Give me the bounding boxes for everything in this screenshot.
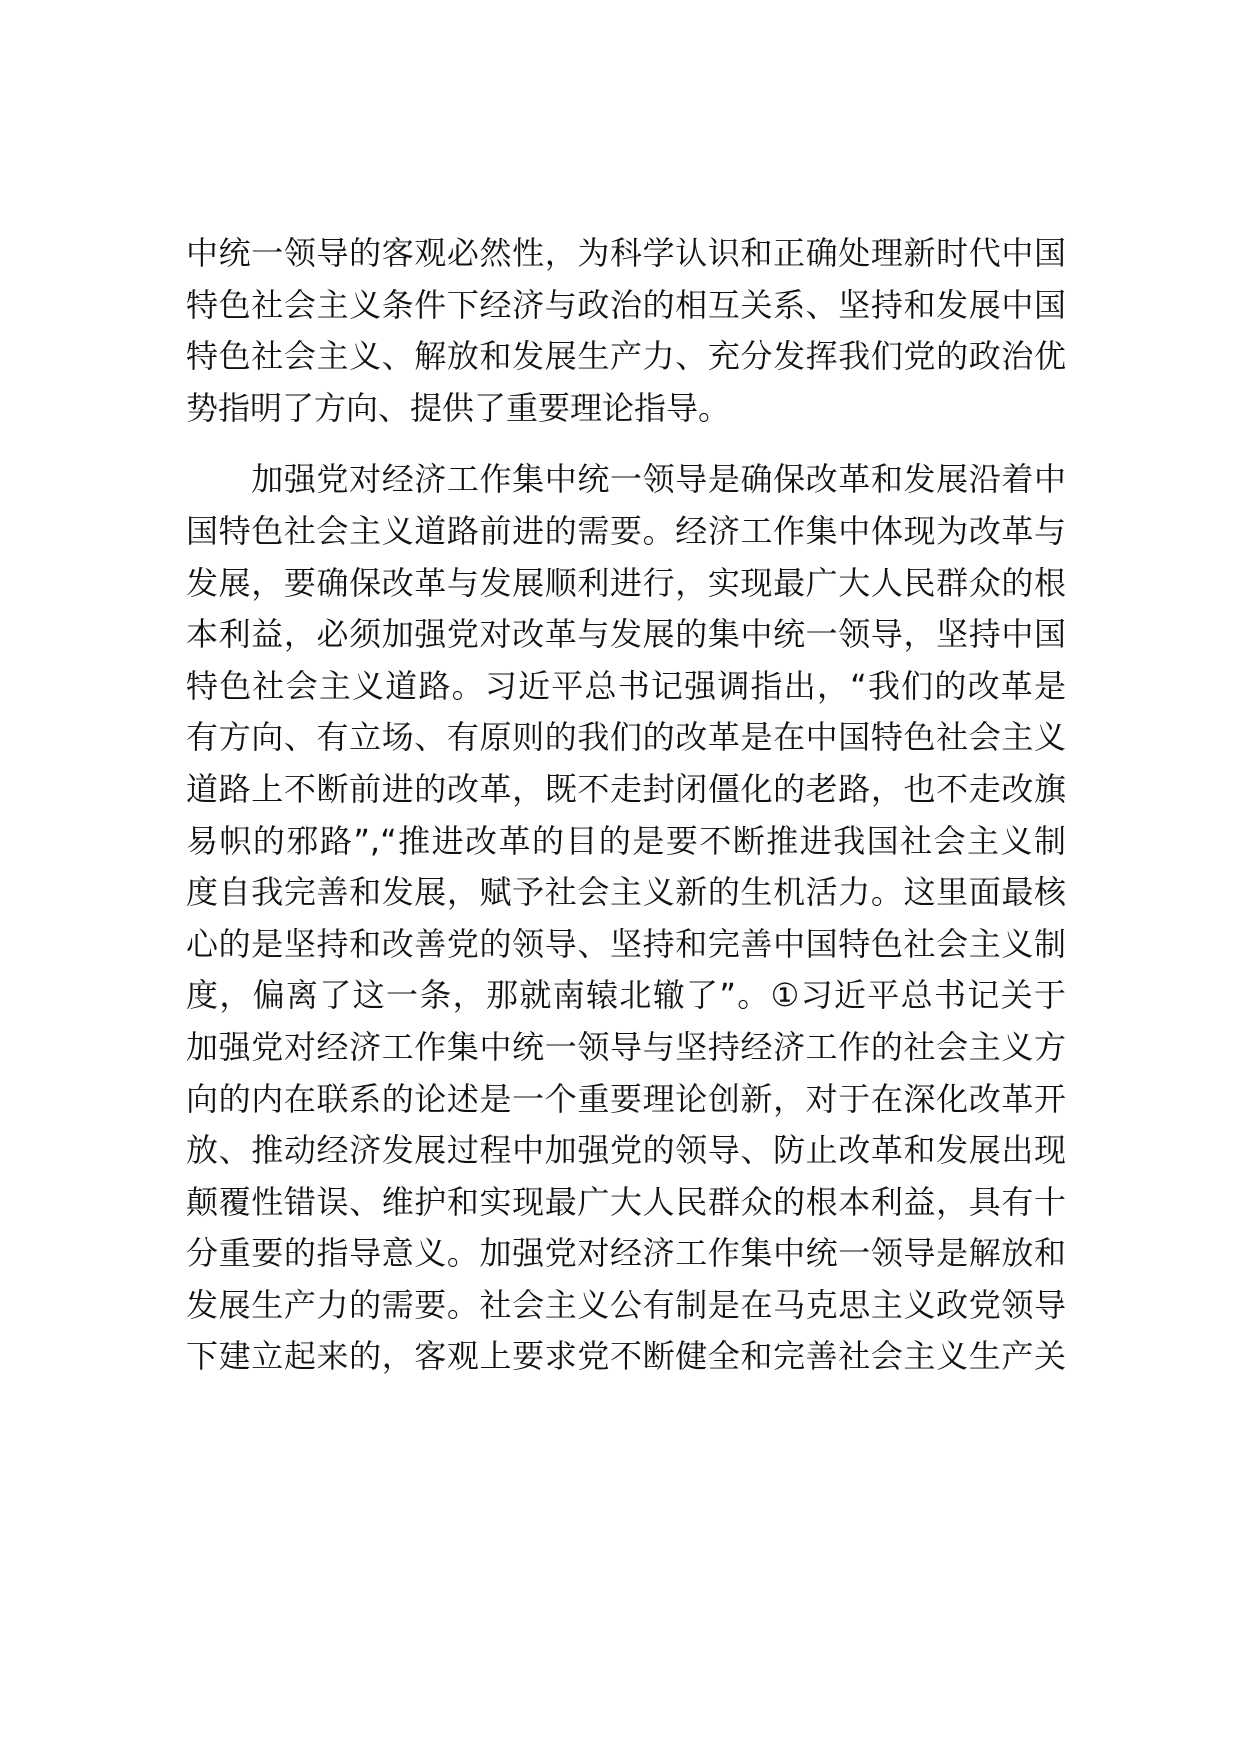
text-line: 国特色社会主义道路前进的需要。经济工作集中体现为改革与 bbox=[186, 511, 1066, 550]
text-line: 发展，要确保改革与发展顺利进行，实现最广大人民群众的根 bbox=[186, 563, 1066, 602]
text-line: 度自我完善和发展，赋予社会主义新的生机活力。这里面最核 bbox=[186, 873, 1066, 912]
paragraph-gap bbox=[186, 434, 1066, 454]
text-line: 加强党对经济工作集中统一领导与坚持经济工作的社会主义方 bbox=[186, 1027, 1066, 1066]
text-line: 加强党对经济工作集中统一领导是确保改革和发展沿着中 bbox=[186, 460, 1066, 499]
text-line: 放、推动经济发展过程中加强党的领导、防止改革和发展出现 bbox=[186, 1131, 1066, 1170]
text-line: 特色社会主义道路。习近平总书记强调指出，“我们的改革是 bbox=[186, 666, 1066, 705]
text-line: 道路上不断前进的改革，既不走封闭僵化的老路，也不走改旗 bbox=[186, 769, 1066, 808]
text-line: 发展生产力的需要。社会主义公有制是在马克思主义政党领导 bbox=[186, 1285, 1066, 1324]
text-line: 势指明了方向、提供了重要理论指导。 bbox=[186, 388, 731, 427]
text-line: 心的是坚持和改善党的领导、坚持和完善中国特色社会主义制 bbox=[186, 924, 1066, 963]
text-line: 易帜的邪路”,“推进改革的目的是要不断推进我国社会主义制 bbox=[186, 821, 1066, 860]
text-line: 分重要的指导意义。加强党对经济工作集中统一领导是解放和 bbox=[186, 1234, 1066, 1273]
body-text bbox=[186, 228, 1066, 1383]
text-line: 度，偏离了这一条，那就南辕北辙了”。①习近平总书记关于 bbox=[186, 976, 1066, 1015]
text-line: 颠覆性错误、维护和实现最广大人民群众的根本利益，具有十 bbox=[186, 1182, 1066, 1221]
text-line: 特色社会主义条件下经济与政治的相互关系、坚持和发展中国 bbox=[186, 285, 1066, 324]
text-line: 本利益，必须加强党对改革与发展的集中统一领导，坚持中国 bbox=[186, 615, 1066, 654]
text-line: 特色社会主义、解放和发展生产力、充分发挥我们党的政治优 bbox=[186, 337, 1066, 376]
paragraph-2 bbox=[186, 454, 1066, 1383]
text-line: 中统一领导的客观必然性，为科学认识和正确处理新时代中国 bbox=[186, 234, 1066, 272]
text-line: 有方向、有立场、有原则的我们的改革是在中国特色社会主义 bbox=[186, 718, 1066, 757]
text-line: 向的内在联系的论述是一个重要理论创新，对于在深化改革开 bbox=[186, 1079, 1066, 1118]
text-line: 下建立起来的，客观上要求党不断健全和完善社会主义生产关 bbox=[186, 1337, 1066, 1376]
paragraph-1 bbox=[186, 228, 1066, 434]
